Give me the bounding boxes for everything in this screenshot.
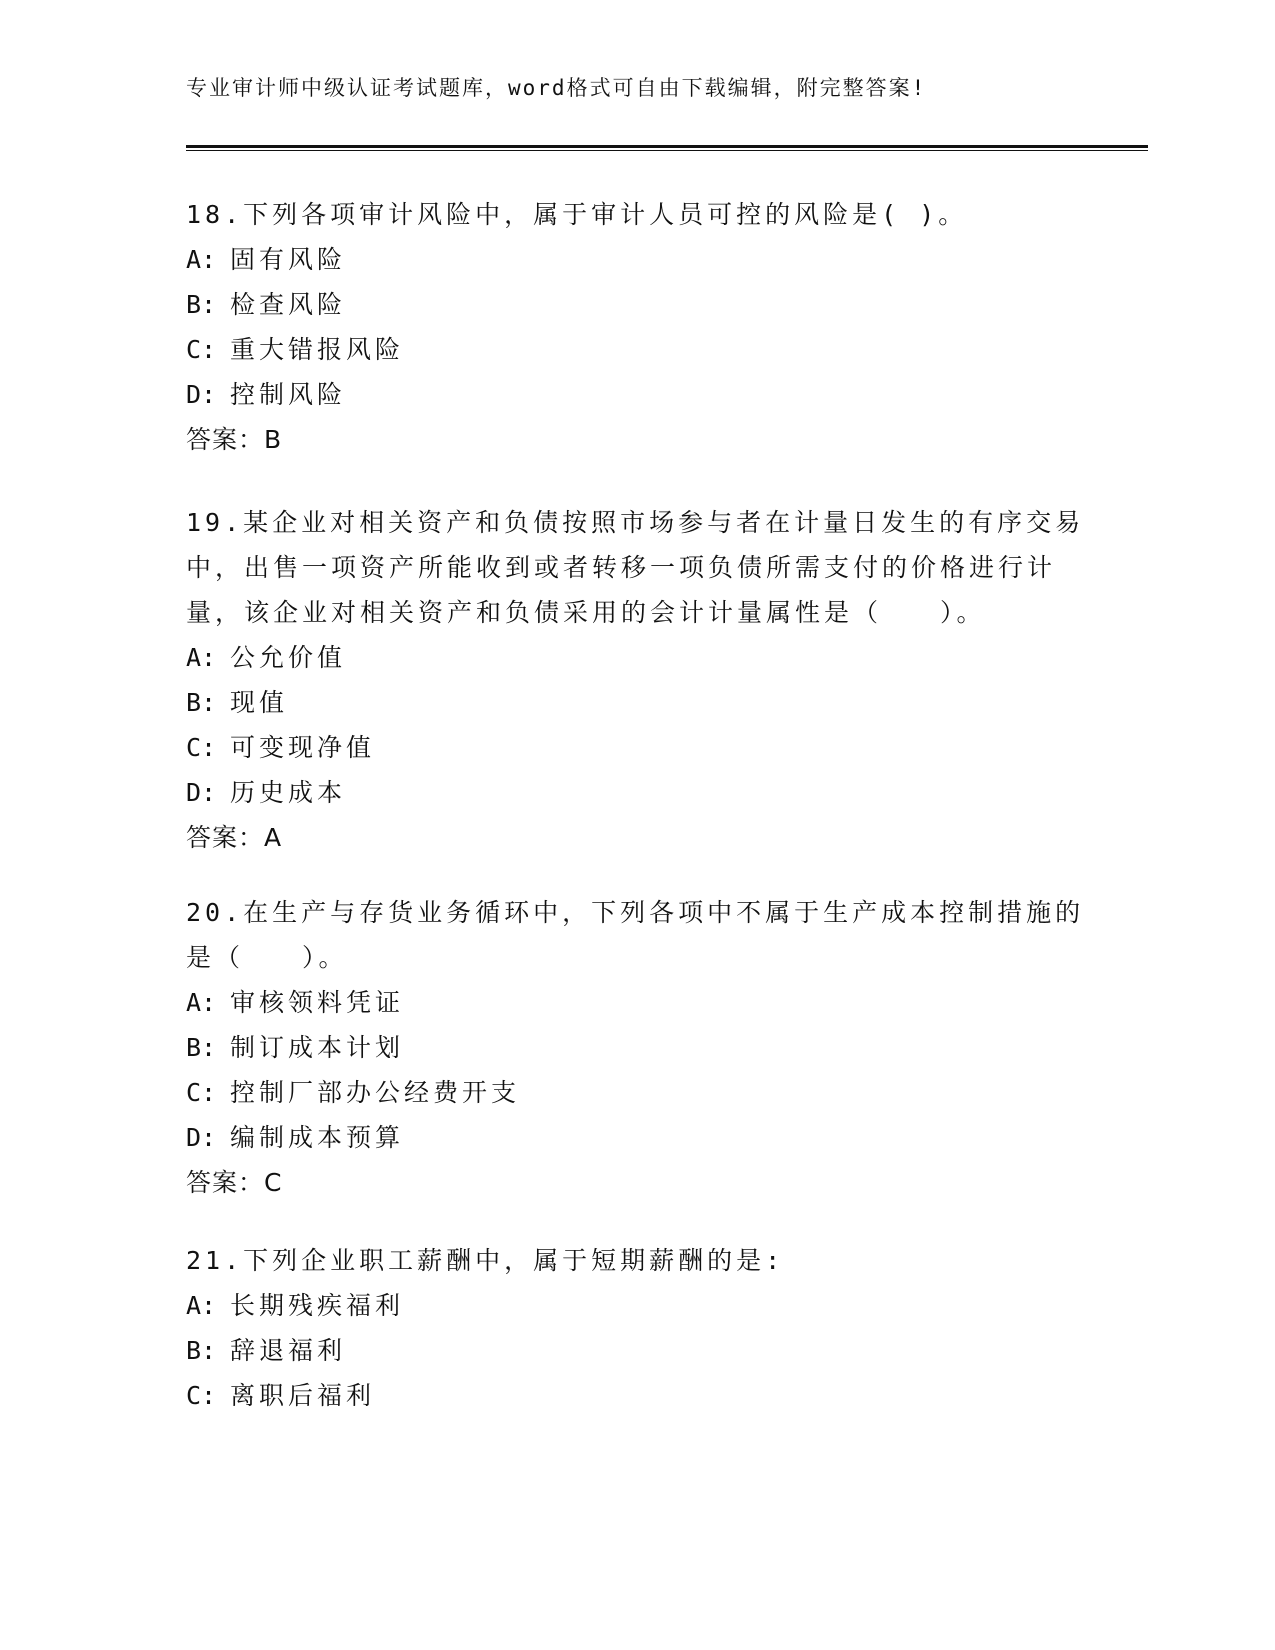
question-stem: 21.下列企业职工薪酬中，属于短期薪酬的是: <box>186 1246 785 1275</box>
option-key: A: <box>186 1291 217 1320</box>
option-key: C: <box>186 1381 217 1410</box>
question-stem-line-3: 量，该企业对相关资产和负债采用的会计计量属性是（ ）。 <box>186 598 986 627</box>
option-text: 重大错报风险 <box>230 335 405 364</box>
option-key: B: <box>186 1336 217 1365</box>
answer-line: 答案：C <box>186 1168 283 1197</box>
question-19 <box>186 500 1086 860</box>
page-header: 专业审计师中级认证考试题库，word格式可自由下载编辑，附完整答案! <box>186 76 927 100</box>
option-key: A: <box>186 643 217 672</box>
question-18 <box>186 192 1086 462</box>
question-stem-line-1: 19.某企业对相关资产和负债按照市场参与者在计量日发生的有序交易 <box>186 508 1085 537</box>
option-c <box>186 1373 1086 1418</box>
option-text: 长期残疾福利 <box>230 1291 405 1320</box>
option-key: C: <box>186 1078 217 1107</box>
option-text: 制订成本计划 <box>230 1033 405 1062</box>
question-stem-line-2: 中，出售一项资产所能收到或者转移一项负债所需支付的价格进行计 <box>186 553 1057 582</box>
option-key: A: <box>186 245 217 274</box>
option-d <box>186 770 1086 815</box>
option-text: 历史成本 <box>230 778 347 807</box>
question-21 <box>186 1238 1086 1418</box>
option-text: 检查风险 <box>230 290 347 319</box>
option-key: C: <box>186 335 217 364</box>
option-text: 现值 <box>230 688 289 717</box>
option-text: 辞退福利 <box>230 1336 347 1365</box>
question-stem: 18.下列各项审计风险中，属于审计人员可控的风险是( )。 <box>186 200 968 229</box>
option-c <box>186 1070 1086 1115</box>
option-text: 控制风险 <box>230 380 347 409</box>
option-key: D: <box>186 1123 217 1152</box>
option-key: B: <box>186 688 217 717</box>
option-text: 控制厂部办公经费开支 <box>230 1078 521 1107</box>
header-divider-thin <box>186 150 1148 151</box>
option-b <box>186 680 1086 725</box>
question-stem-line-1: 20.在生产与存货业务循环中，下列各项中不属于生产成本控制措施的 <box>186 898 1085 927</box>
question-stem-line-2: 是（ ）。 <box>186 943 348 972</box>
option-a <box>186 980 1086 1025</box>
option-key: D: <box>186 380 217 409</box>
option-b <box>186 1328 1086 1373</box>
option-text: 离职后福利 <box>230 1381 376 1410</box>
question-20 <box>186 890 1086 1205</box>
option-text: 编制成本预算 <box>230 1123 405 1152</box>
option-key: C: <box>186 733 217 762</box>
option-a <box>186 1283 1086 1328</box>
option-key: B: <box>186 290 217 319</box>
option-c <box>186 725 1086 770</box>
option-key: A: <box>186 988 217 1017</box>
option-key: B: <box>186 1033 217 1062</box>
option-a <box>186 237 1086 282</box>
answer-line: 答案：B <box>186 425 283 454</box>
answer-line: 答案：A <box>186 823 283 852</box>
option-c <box>186 327 1086 372</box>
option-a <box>186 635 1086 680</box>
option-d <box>186 372 1086 417</box>
option-b <box>186 1025 1086 1070</box>
option-text: 公允价值 <box>230 643 347 672</box>
option-key: D: <box>186 778 217 807</box>
header-divider <box>186 145 1148 148</box>
option-d <box>186 1115 1086 1160</box>
option-text: 可变现净值 <box>230 733 376 762</box>
option-b <box>186 282 1086 327</box>
option-text: 审核领料凭证 <box>230 988 405 1017</box>
option-text: 固有风险 <box>230 245 347 274</box>
